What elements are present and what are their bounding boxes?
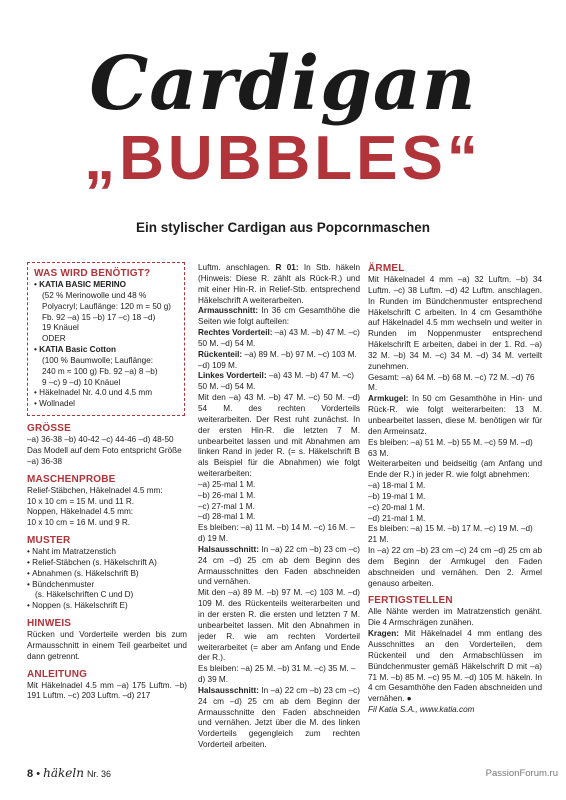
paragraph: Halsausschnitt: In –a) 22 cm –b) 23 cm –c) 24 cm –d) 25 cm ab dem Beginn der Armausschnitte den Faden abschneiden und vernähen. Jetzt über die M. des linken Vorderteils gegengleich zum rechten Vorderteil arbeiten. — [198, 685, 360, 750]
pattern-sub: (s. Häkelschriften C und D) — [35, 590, 134, 600]
materials-box — [27, 262, 185, 416]
list-item: –b) 26-mal 1 M. — [198, 490, 256, 500]
list-item: –d) 28-mal 1 M. — [198, 512, 256, 522]
yarn1-line: Polyacryl; Lauflänge: 120 m = 50 g) — [42, 301, 172, 311]
yarn2-line: (100 % Baumwolle; Lauflänge: — [42, 355, 154, 365]
column-middle — [198, 263, 360, 751]
column-right — [368, 262, 542, 716]
gauge-heading: MASCHENPROBE — [27, 473, 116, 485]
size-heading: GRÖSSE — [27, 423, 71, 435]
paragraph: Kragen: Mit Häkelnadel 4 mm entlang des Ausschnittes an den Vorderteilen, dem Rückenteil und den Armabschlüssen im Bündchenmuster gemäß Häkelschrift D mit –a) 71 M. –b) 85 M. –c) 95 M. –d) 105 M. häkeln. In 4 cm Gesamthöhe den Faden abschneiden und vernähen. ● — [368, 629, 543, 704]
pattern-item: • Abnahmen (s. Häkelschrift B) — [27, 569, 187, 580]
page-number: 8 — [27, 768, 34, 780]
credit: Fil Katia S.A., www.katia.com — [368, 705, 475, 715]
oder-label: ODER — [42, 334, 66, 344]
yarn1-line: Fb. 92 –a) 15 –b) 17 –c) 18 –d) — [42, 312, 156, 322]
wool-needle-item: • Wollnadel — [34, 399, 178, 410]
instructions-text: Mit Häkelnadel 4.5 mm –a) 175 Luftm. –b) 191 Luftm. –c) 203 Luftm. –d) 217 — [27, 680, 187, 701]
paragraph: Es bleiben: –a) 15 M. –b) 17 M. –c) 19 M. –d) 21 M. — [368, 524, 533, 545]
title-main: „BUBBLES“ — [84, 124, 482, 193]
paragraph: Luftm. anschlagen. R 01: In Stb. häkeln (Hinweis: Diese R. zählt als Rück-R.) und mit einer Hin-R. in Relief-Stb. entsprechend Häkelschrift A weiterarbeiten. — [198, 263, 361, 305]
size-line: –a) 36-38 –b) 40-42 –c) 44-46 –d) 48-50 — [27, 435, 174, 445]
yarn1-line: (52 % Merinowolle und 48 % — [42, 290, 147, 300]
paragraph: In –a) 22 cm –b) 23 cm –c) 24 cm –d) 25 cm ab dem Beginn der Armkugel den Faden abschneiden und vernähen. Den 2. Ärmel genauso arbeiten. — [368, 546, 542, 588]
yarn2-name: • KATIA Basic Cotton — [34, 345, 178, 356]
column-left — [27, 262, 187, 702]
size-line: –a) 36-38 — [27, 456, 63, 466]
gauge-line: Relief-Stäbchen, Häkelnadel 4.5 mm: — [27, 485, 163, 495]
gauge-line: 10 x 10 cm = 16 M. und 9 R. — [27, 518, 131, 528]
subtitle: Ein stylischer Cardigan aus Popcornmaschen — [135, 220, 431, 235]
paragraph: Mit den –a) 89 M. –b) 97 M. –c) 103 M. –d) 109 M. des Rückenteils weiterarbeiten und in der ersten R. die ersten und letzten 7 M. unbearbeitet lassen. Mit den Abnahmen in jeder R. wie am rechten Vorderteil weiterarbeitet (= aber am Anfang und Ende der R.). — [198, 588, 360, 663]
page-footer — [27, 766, 111, 780]
paragraph: Armkugel: In 50 cm Gesamthöhe in Hin- und Rück-R. wie folgt weiterarbeiten: 13 M. unbearbeitet lassen, diese M. benötigen wir für den Armeinsatz. — [368, 394, 543, 436]
paragraph: Gesamt: –a) 64 M. –b) 68 M. –c) 72 M. –d) 76 M. — [368, 372, 535, 393]
finish-heading: FERTIGSTELLEN — [368, 595, 453, 607]
gauge-line: Noppen, Häkelnadel 4.5 mm: — [27, 507, 134, 517]
paragraph: Rechtes Vorderteil: –a) 43 M. –b) 47 M. –c) 50 M. –d) 54 M. — [198, 328, 360, 348]
paragraph: Mit den –a) 43 M. –b) 47 M. –c) 50 M. –d) 54 M. des rechten Vorderteils weiterarbeiten. Der Rest ruht zunächst. In der ersten Hin-R. die letzten 7 M. unbearbeitet lassen und mit Abnahmen am linken Rand in jeder R. (= s. Häkelschrift B als Beispiel für die Abnahmen) wie folgt weiterarbeiten: — [198, 393, 360, 479]
paragraph: Mit Häkelnadel 4 mm –a) 32 Luftm. –b) 34 Luftm. –c) 38 Luftm. –d) 42 Luftm. anschlagen. In Runden im Bündchenmuster entsprechend Häkelschrift C arbeiten. In 4 cm Gesamthöhe auf Häkelnadel 4.5 mm wechseln und weiter in Runden im Noppenmuster entsprechend Häkelschrift E arbeiten, dabei in der 1. Rd. –a) 32 M. –b) 34 M. –c) 34 M. –d) 34 M. verteilt zunehmen. — [368, 275, 542, 371]
pattern-item: • Naht im Matratzenstich — [27, 547, 187, 558]
pattern-item: • Noppen (s. Häkelschrift E) — [27, 601, 187, 612]
list-item: –a) 18-mal 1 M. — [368, 481, 426, 491]
pattern-item: • Bündchenmuster — [27, 580, 187, 591]
paragraph: Armausschnitt: In 36 cm Gesamthöhe die Seiten wie folgt aufteilen: — [198, 306, 360, 327]
sleeve-heading: ÄRMEL — [368, 263, 405, 274]
pattern-item: • Relief-Stäbchen (s. Häkelschrift A) — [27, 558, 187, 569]
paragraph: Es bleiben: –a) 11 M. –b) 14 M. –c) 16 M. –d) 19 M. — [198, 523, 355, 544]
yarn1-line: 19 Knäuel — [42, 323, 79, 333]
paragraph: Es bleiben: –a) 51 M. –b) 55 M. –c) 59 M. –d) 63 M. — [368, 437, 533, 458]
hook-item: • Häkelnadel Nr. 4.0 und 4.5 mm — [34, 388, 178, 399]
hint-heading: HINWEIS — [27, 618, 72, 630]
paragraph: Rückenteil: –a) 89 M. –b) 97 M. –c) 103 M. –d) 109 M. — [198, 349, 357, 370]
issue-number: Nr. 36 — [87, 769, 112, 779]
watermark: PassionForum.ru — [485, 768, 558, 779]
magazine-brand: häkeln — [43, 766, 84, 780]
list-item: –b) 19-mal 1 M. — [368, 491, 426, 501]
paragraph: Weiterarbeiten und beidseitig (am Anfang und Ende der R.) in jeder R. wie folgt abnehmen: — [368, 459, 542, 480]
gauge-line: 10 x 10 cm = 15 M. und 11 R. — [27, 496, 135, 506]
paragraph: Es bleiben: –a) 25 M. –b) 31 M. –c) 35 M. –d) 39 M. — [198, 664, 356, 685]
list-item: –d) 21-mal 1 M. — [368, 513, 426, 523]
footer-dot: • — [36, 768, 41, 780]
yarn2-line: 240 m ≈ 100 g) Fb. 92 –a) 8 –b) — [42, 366, 158, 376]
title-script: Cardigan — [89, 41, 477, 127]
yarn2-line: 9 –c) 9 –d) 10 Knäuel — [42, 377, 121, 387]
paragraph: Linkes Vorderteil: –a) 43 M. –b) 47 M. –c) 50 M. –d) 54 M. — [198, 371, 354, 392]
pattern-heading: MUSTER — [27, 535, 71, 547]
size-line: Das Modell auf dem Foto entspricht Größe — [27, 445, 182, 455]
paragraph: Alle Nähte werden im Matratzenstich genäht. Die 4 Armschrägen zunähen. — [368, 607, 542, 628]
materials-heading: WAS WIRD BENÖTIGT? — [34, 268, 151, 279]
hint-text: Rücken und Vorderteile werden bis zum Armausschnitt in einem Teil gearbeitet und dann getrennt. — [27, 630, 187, 661]
yarn1-name: • KATIA BASIC MERINO — [34, 280, 178, 291]
list-item: –a) 25-mal 1 M. — [198, 479, 256, 489]
instructions-heading: ANLEITUNG — [27, 668, 88, 680]
paragraph: Halsausschnitt: In –a) 22 cm –b) 23 cm –c) 24 cm –d) 25 cm ab dem Beginn des Armausschnittes den Faden abschneiden und vernähen. — [198, 544, 360, 587]
list-item: –c) 27-mal 1 M. — [198, 501, 255, 511]
list-item: –c) 20-mal 1 M. — [368, 502, 425, 512]
